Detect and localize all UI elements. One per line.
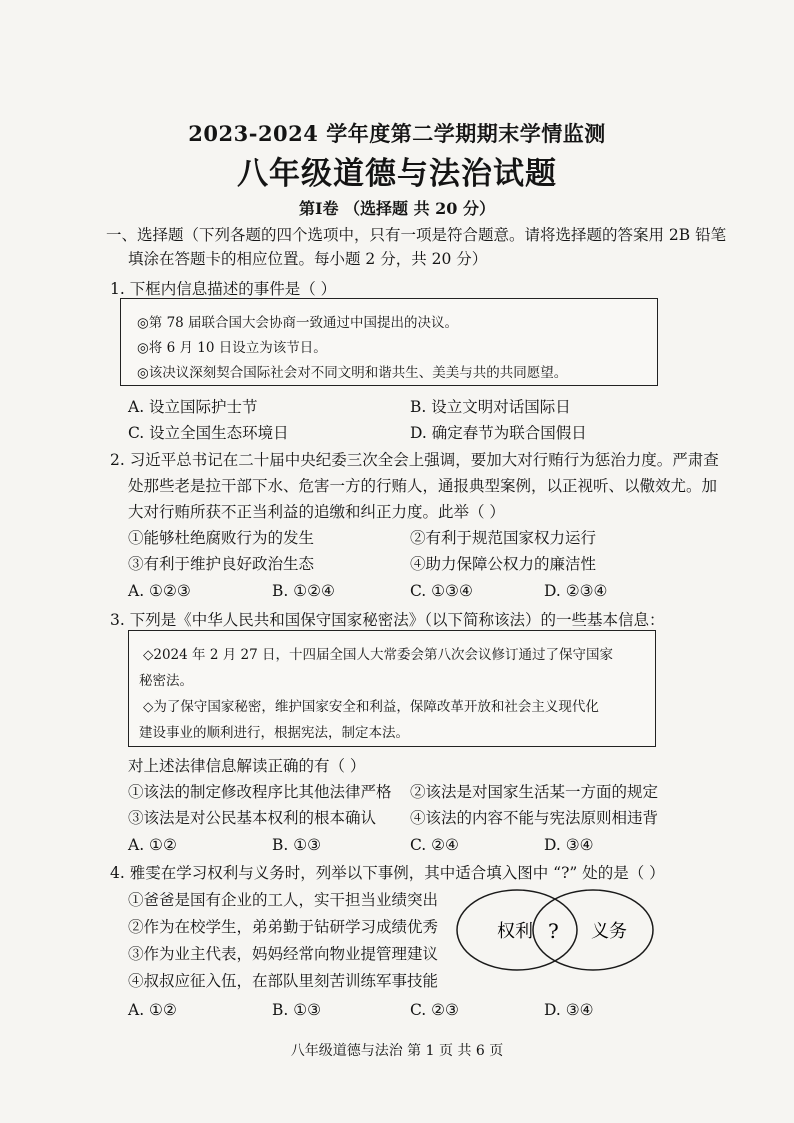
q3-option-b[interactable]: B. ①③ — [272, 836, 322, 854]
q2-statement-2: ②有利于规范国家权力运行 — [410, 529, 597, 547]
q4-statement-1: ①爸爸是国有企业的工人，实干担当业绩突出 — [128, 891, 439, 909]
venn-right-label: 义务 — [591, 921, 627, 942]
q4-statement-2: ②作为在校学生，弟弟勤于钻研学习成绩优秀 — [128, 918, 439, 936]
q3-statement-1: ①该法的制定修改程序比其他法律严格 — [128, 783, 392, 801]
section-title: 第Ⅰ卷 （选择题 共 20 分） — [298, 199, 496, 218]
venn-overlap-question-mark: ? — [548, 919, 559, 943]
q3-option-d[interactable]: D. ③④ — [544, 836, 594, 854]
q4-option-a[interactable]: A. ①② — [128, 1001, 177, 1019]
exam-title-subject: 八年级道德与法治试题 — [237, 156, 557, 192]
q2-option-a[interactable]: A. ①②③ — [128, 582, 191, 600]
q3-box-line-1: ◇2024 年 2 月 27 日，十四届全国人大常委会第八次会议修订通过了保守国家 — [143, 647, 613, 663]
q1-stem: 1. 下框内信息描述的事件是（ ） — [110, 280, 337, 298]
q1-box-line-2: ◎将 6 月 10 日设立为该节日。 — [137, 340, 327, 356]
q3-info-box — [128, 630, 656, 747]
q2-option-d[interactable]: D. ②③④ — [544, 582, 608, 600]
q2-stem-line-2: 处那些老是拉干部下水、危害一方的行贿人，通报典型案例，以正视听、以儆效尤。加 — [128, 477, 718, 495]
q3-statement-3: ③该法是对公民基本权利的根本确认 — [128, 809, 377, 827]
q1-info-box — [120, 298, 658, 386]
q3-statement-2: ②该法是对国家生活某一方面的规定 — [410, 783, 659, 801]
q2-stem-line-3: 大对行贿所获不正当利益的追缴和纠正力度。此举（ ） — [128, 503, 505, 521]
q1-option-b[interactable]: B. 设立文明对话国际日 — [410, 398, 571, 416]
q4-option-c[interactable]: C. ②③ — [410, 1001, 459, 1019]
q4-option-b[interactable]: B. ①③ — [272, 1001, 322, 1019]
q4-statement-3: ③作为业主代表，妈妈经常向物业提管理建议 — [128, 945, 439, 963]
q1-option-a[interactable]: A. 设立国际护士节 — [128, 398, 258, 416]
q3-box-line-2: 秘密法。 — [139, 673, 193, 689]
q3-option-c[interactable]: C. ②④ — [410, 836, 459, 854]
q2-option-b[interactable]: B. ①②④ — [272, 582, 335, 600]
q1-option-d[interactable]: D. 确定春节为联合国假日 — [410, 424, 587, 442]
q4-stem: 4. 雅雯在学习权利与义务时，列举以下事例，其中适合填入图中 “?” 处的是（ ） — [110, 864, 665, 882]
q2-statement-3: ③有利于维护良好政治生态 — [128, 555, 315, 573]
q3-box-line-3: ◇为了保守国家秘密，维护国家安全和利益，保障改革开放和社会主义现代化 — [143, 699, 599, 715]
venn-left-label: 权利 — [497, 921, 533, 942]
q4-option-d[interactable]: D. ③④ — [544, 1001, 594, 1019]
exam-title-year: 2023-2024 学年度第二学期期末学情监测 — [188, 121, 606, 146]
page-footer: 八年级道德与法治 第 1 页 共 6 页 — [290, 1043, 504, 1059]
instructions-line-1: 一、选择题（下列各题的四个选项中，只有一项是符合题意。请将选择题的答案用 2B 铅笔 — [106, 226, 727, 244]
instructions-line-2: 填涂在答题卡的相应位置。每小题 2 分，共 20 分） — [128, 250, 488, 268]
q1-box-line-1: ◎第 78 届联合国大会协商一致通过中国提出的决议。 — [137, 315, 459, 331]
q1-option-c[interactable]: C. 设立全国生态环境日 — [128, 424, 289, 442]
q2-statement-4: ④助力保障公权力的廉洁性 — [410, 555, 597, 573]
q3-statement-4: ④该法的内容不能与宪法原则相违背 — [410, 809, 659, 827]
q2-statement-1: ①能够杜绝腐败行为的发生 — [128, 529, 315, 547]
rights-duties-venn-diagram — [455, 885, 655, 975]
q3-box-line-4: 建设事业的顺利进行，根据宪法，制定本法。 — [139, 725, 409, 741]
q3-option-a[interactable]: A. ①② — [128, 836, 177, 854]
q1-box-line-3: ◎该决议深刻契合国际社会对不同文明和谐共生、美美与共的共同愿望。 — [137, 365, 568, 381]
q3-question: 对上述法律信息解读正确的有（ ） — [128, 757, 366, 775]
q3-stem: 3. 下列是《中华人民共和国保守国家秘密法》（以下简称该法）的一些基本信息： — [110, 611, 665, 629]
q2-option-c[interactable]: C. ①③④ — [410, 582, 473, 600]
q4-statement-4: ④叔叔应征入伍，在部队里刻苦训练军事技能 — [128, 972, 439, 990]
q2-stem-line-1: 2. 习近平总书记在二十届中央纪委三次全会上强调，要加大对行贿行为惩治力度。严肃查 — [110, 451, 719, 469]
